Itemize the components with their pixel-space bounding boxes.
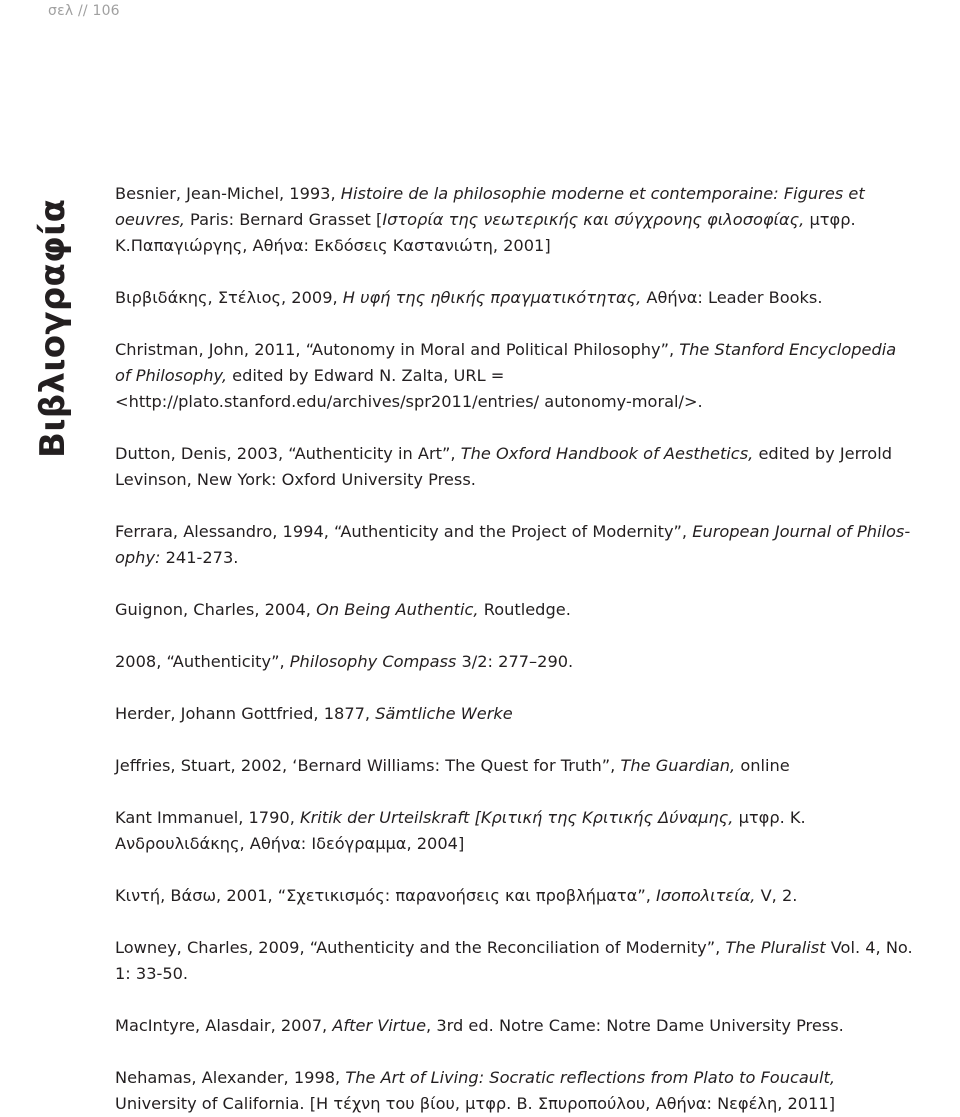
reference-item (115, 337, 913, 415)
reference-text: Κιντή, Βάσω, 2001, “Σχετικισμός: παρανοήσεις και προβλήματα”, (115, 886, 657, 905)
reference-title: The Guardian, (620, 756, 736, 775)
reference-text: Guignon, Charles, 2004, (115, 600, 317, 619)
reference-title: Η υφή της ηθικής πραγματικότητας, (342, 288, 642, 307)
reference-title: After Virtue (332, 1016, 427, 1035)
reference-item (115, 519, 913, 571)
reference-title: Philosophy Compass (289, 652, 457, 671)
reference-text: Αθήνα: Leader Books. (641, 288, 823, 307)
reference-text: Paris: Bernard Grasset [ (184, 210, 383, 229)
reference-title: The Oxford Handbook of Aesthetics, (460, 444, 754, 463)
reference-title: Ισοπολιτεία, (656, 886, 756, 905)
reference-item (115, 649, 913, 675)
reference-item (115, 597, 913, 623)
reference-text: Βιρβιδάκης, Στέλιος, 2009, (115, 288, 343, 307)
reference-item (115, 753, 913, 779)
section-title: Βιβλιογραφία (33, 198, 73, 458)
reference-item (115, 805, 913, 857)
reference-item (115, 701, 913, 727)
reference-text: Herder, Johann Gottfried, 1877, (115, 704, 376, 723)
reference-text: 3/2: 277–290. (456, 652, 574, 671)
reference-text: Dutton, Denis, 2003, “Authenticity in Art”, (115, 444, 461, 463)
reference-text: 241-273. (160, 548, 239, 567)
reference-text: Ferrara, Alessandro, 1994, “Authenticity and the Project of Modernity”, (115, 522, 693, 541)
reference-item (115, 441, 913, 493)
reference-list (115, 181, 913, 1117)
reference-text: Kant Immanuel, 1790, (115, 808, 300, 827)
reference-title: Histoire de la philosophie moderne et contemporaine: Figures et oeuvres, (115, 184, 865, 229)
reference-text: μτφρ. Κ. Ανδρουλιδάκης, Αθήνα: Ιδεόγραμμα, 2004] (115, 808, 806, 853)
reference-title: The Pluralist (725, 938, 826, 957)
reference-text: Nehamas, Alexander, 1998, (115, 1068, 346, 1087)
page-number: σελ // 106 (48, 3, 120, 19)
reference-text: MacIntyre, Alasdair, 2007, (115, 1016, 333, 1035)
reference-title: Kritik der Urteilskraft [Κριτική της Κριτικής Δύναμης, (300, 808, 734, 827)
reference-text: 2008, “Authenticity”, (115, 652, 290, 671)
reference-text: Christman, John, 2011, “Autonomy in Moral and Political Philosophy”, (115, 340, 680, 359)
reference-title: On Being Authentic, (316, 600, 479, 619)
reference-text: Routledge. (478, 600, 571, 619)
reference-text: Lowney, Charles, 2009, “Authenticity and the Reconciliation of Modernity”, (115, 938, 726, 957)
reference-title: The Stanford Encyclopedia of Philosophy, (115, 340, 897, 385)
reference-item (115, 883, 913, 909)
reference-item (115, 935, 913, 987)
reference-text: Besnier, Jean-Michel, 1993, (115, 184, 341, 203)
reference-item (115, 285, 913, 311)
reference-text: Vol. 4, No. 1: 33-50. (115, 938, 913, 983)
reference-title: Sämtliche Werke (375, 704, 513, 723)
reference-text: edited by Edward N. Zalta, URL = <http://plato.stanford.edu/archives/spr2011/entries/ autonomy-moral/>. (115, 366, 703, 411)
reference-title: Ιστορία της νεωτερικής και σύγχρονης φιλοσοφίας, (382, 210, 805, 229)
reference-text: V, 2. (755, 886, 798, 905)
reference-text: Jeffries, Stuart, 2002, ‘Bernard Williams: The Quest for Truth”, (115, 756, 621, 775)
reference-item (115, 1013, 913, 1039)
reference-title: European Journal of Philos-ophy: (115, 522, 911, 567)
reference-text: μτφρ. Κ.Παπαγιώργης, Αθήνα: Εκδόσεις Καστανιώτη, 2001] (115, 210, 856, 255)
reference-text: edited by Jerrold Levinson, New York: Oxford University Press. (115, 444, 892, 489)
reference-text: University of California. [Η τέχνη του βίου, μτφρ. Β. Σπυροπούλου, Αθήνα: Νεφέλη, 2011] (115, 1094, 836, 1113)
reference-item (115, 181, 913, 259)
reference-text: , 3rd ed. Notre Came: Notre Dame University Press. (426, 1016, 844, 1035)
reference-title: The Art of Living: Socratic reflections from Plato to Foucault, (345, 1068, 836, 1087)
reference-text: online (735, 756, 790, 775)
reference-item (115, 1065, 913, 1117)
